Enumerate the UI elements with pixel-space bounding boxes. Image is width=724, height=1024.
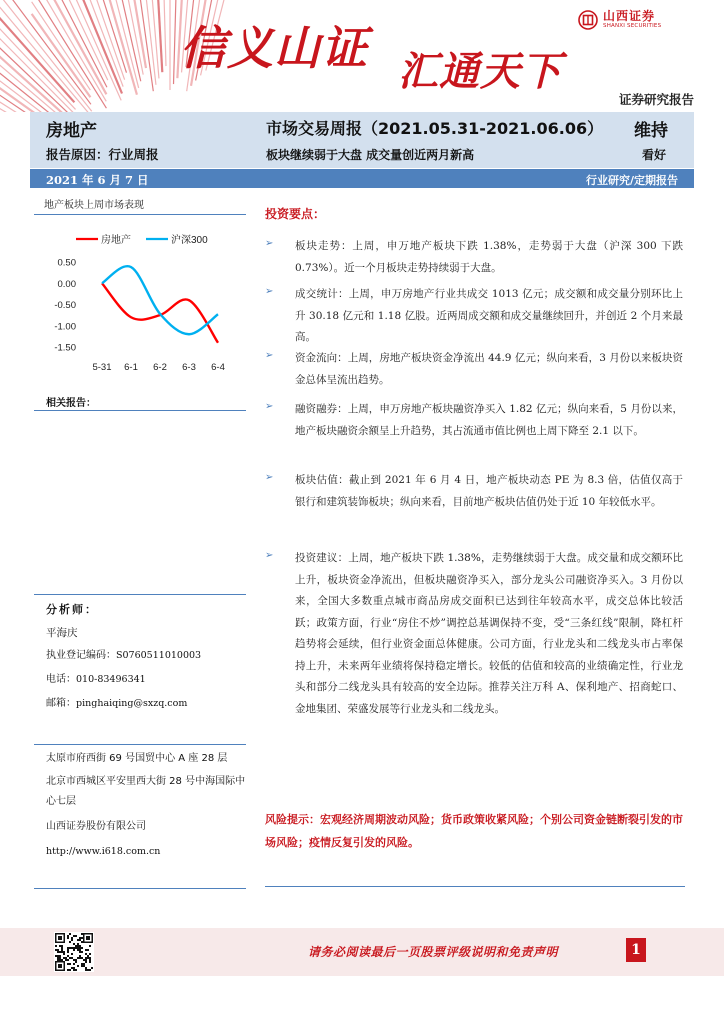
x-tick-label: 6-4 [211,362,225,373]
industry-name: 房地产 [46,121,97,141]
email-label: 邮箱： [46,698,76,709]
page-number: 1 [626,938,646,962]
legend-label: 沪深300 [171,235,208,246]
y-tick-label: 0.50 [57,257,76,269]
phone-label: 电话： [46,674,76,685]
highlight-item [265,399,685,442]
logo-name-en: SHANXI SECURITIES [603,23,662,30]
y-tick-label: -0.50 [54,300,76,311]
arrow-bullet-icon: ➢ [265,286,274,297]
arrow-bullet-icon: ➢ [265,238,274,249]
highlight-item [265,548,685,720]
highlight-text: 融资融券：上周，申万房地产板块融资净买入 1.82 亿元；纵向来看，5 月份以来，地产板块融资余额呈上升趋势，其占流通市值比例也上周下降至 2.1 以下。 [295,403,683,437]
performance-line-chart [40,222,240,412]
rating-action: 维持 [634,121,668,141]
divider [34,594,246,595]
brand-slogan-primary: 信义山证 [180,21,368,75]
series-line [102,266,218,334]
arrow-bullet-icon: ➢ [265,550,274,561]
company-logo [578,6,718,34]
logo-mark-icon [578,10,598,30]
divider [34,744,246,745]
qr-code-icon[interactable] [54,932,94,972]
highlight-text: 投资建议：上周，地产板块下跌 1.38%，走势继续弱于大盘。成交量和成交额环比上升，板块资金净流出，但板块融资净买入，部分龙头公司融资净买入。3 月份以来，全国大多数重点城市商品房成交面积已达到往年较高水平，成交总体比较活跃；政策方面，行业“房住不炒”调控总基调保持不变，受“三条红线”限制，降杠杆趋势将会延续，但行业资金面总体健康。公司方面，行业龙头和二线龙头市占率保持上升，未来两年业绩将保持稳定增长。较低的估值和较高的业绩确定性，行业龙头和部分二线龙头具有较高的安全边际。推荐关注万科 A、保利地产、招商蛇口、金地集团、荣盛发展等行业龙头和二线龙头。 [295,552,683,715]
left-sidebar [30,188,250,888]
x-tick-label: 6-2 [153,362,167,373]
risk-warning: 风险提示：宏观经济周期波动风险；货币政策收紧风险；个别公司资金链断裂引发的市场风险；疫情反复引发的风险。 [265,813,683,849]
license-value: S0760511010003 [116,650,202,661]
x-tick-label: 5-31 [92,362,112,373]
highlight-item [265,236,685,279]
analyst-phone [46,670,146,685]
divider [265,886,685,887]
arrow-bullet-icon: ➢ [265,401,274,412]
analyst-license [46,646,201,661]
report-subtitle: 板块继续弱于大盘 成交量创近两月新高 [266,148,475,162]
performance-title: 地产板块上周市场表现 [44,200,144,211]
license-label: 执业登记编码： [46,650,116,661]
date-band [30,168,694,188]
top-banner [0,0,724,112]
arrow-bullet-icon: ➢ [265,472,274,483]
highlight-item [265,470,685,513]
investment-highlights-title: 投资要点： [265,207,326,221]
report-date: 2021 年 6 月 7 日 [46,173,149,187]
logo-name-cn: 山西证券 [603,9,656,24]
highlight-text: 板块走势：上周，申万地产板块下跌 1.38%，走势弱于大盘（沪深 300 下跌 0.73%）。近一个月板块走势持续弱于大盘。 [295,240,683,274]
legend-label: 房地产 [101,235,131,246]
report-header [30,112,694,168]
analyst-email [46,694,187,709]
rating-view: 看好 [642,148,667,162]
y-tick-label: -1.50 [54,342,76,354]
disclaimer-notice: 请务必阅读最后一页股票评级说明和免责声明 [308,945,559,959]
x-tick-label: 6-3 [182,362,196,373]
analyst-name: 平海庆 [46,627,78,639]
highlight-text: 板块估值：截止到 2021 年 6 月 4 日，地产板块动态 PE 为 8.3 倍，估值仅高于银行和建筑装饰板块；纵向来看，目前地产板块估值仍处于近 10 年较低水平。 [295,474,683,508]
analyst-label: 分析师： [46,603,98,616]
report-type: 证券研究报告 [618,92,694,107]
company-website-link[interactable]: http://www.i618.com.cn [46,846,161,857]
main-content [265,188,685,888]
related-reports-label: 相关报告： [46,398,96,409]
company-name: 山西证券股份有限公司 [46,821,146,832]
phone-value: 010-83496341 [76,674,146,685]
report-reason: 报告原因：行业周报 [46,147,159,162]
y-tick-label: 0.00 [57,278,76,290]
address-taiyuan: 太原市府西街 69 号国贸中心 A 座 28 层 [46,753,228,764]
divider [34,214,246,215]
highlight-text: 资金流向：上周，房地产板块资金净流出 44.9 亿元；纵向来看，3 月份以来板块资金总体呈流出趋势。 [295,352,683,386]
divider [34,888,246,889]
highlight-text: 成交统计：上周，申万房地产行业共成交 1013 亿元；成交额和成交量分别环比上升 30.18 亿元和 1.18 亿股。近两周成交额和成交量继续回升，并创近 2 个月来最高。 [295,288,683,343]
address-beijing: 北京市西城区平安里西大街 28 号中海国际中心七层 [46,776,246,807]
highlight-item [265,284,685,349]
report-title: 市场交易周报（2021.05.31-2021.06.06） [266,119,604,138]
divider [34,410,246,411]
arrow-bullet-icon: ➢ [265,350,274,361]
report-category: 行业研究/定期报告 [585,174,678,187]
y-tick-label: -1.00 [54,321,76,333]
email-link[interactable]: pinghaiqing@sxzq.com [76,698,188,709]
x-tick-label: 6-1 [124,362,138,373]
brand-slogan-secondary: 汇通天下 [398,48,562,95]
highlight-item [265,348,685,391]
